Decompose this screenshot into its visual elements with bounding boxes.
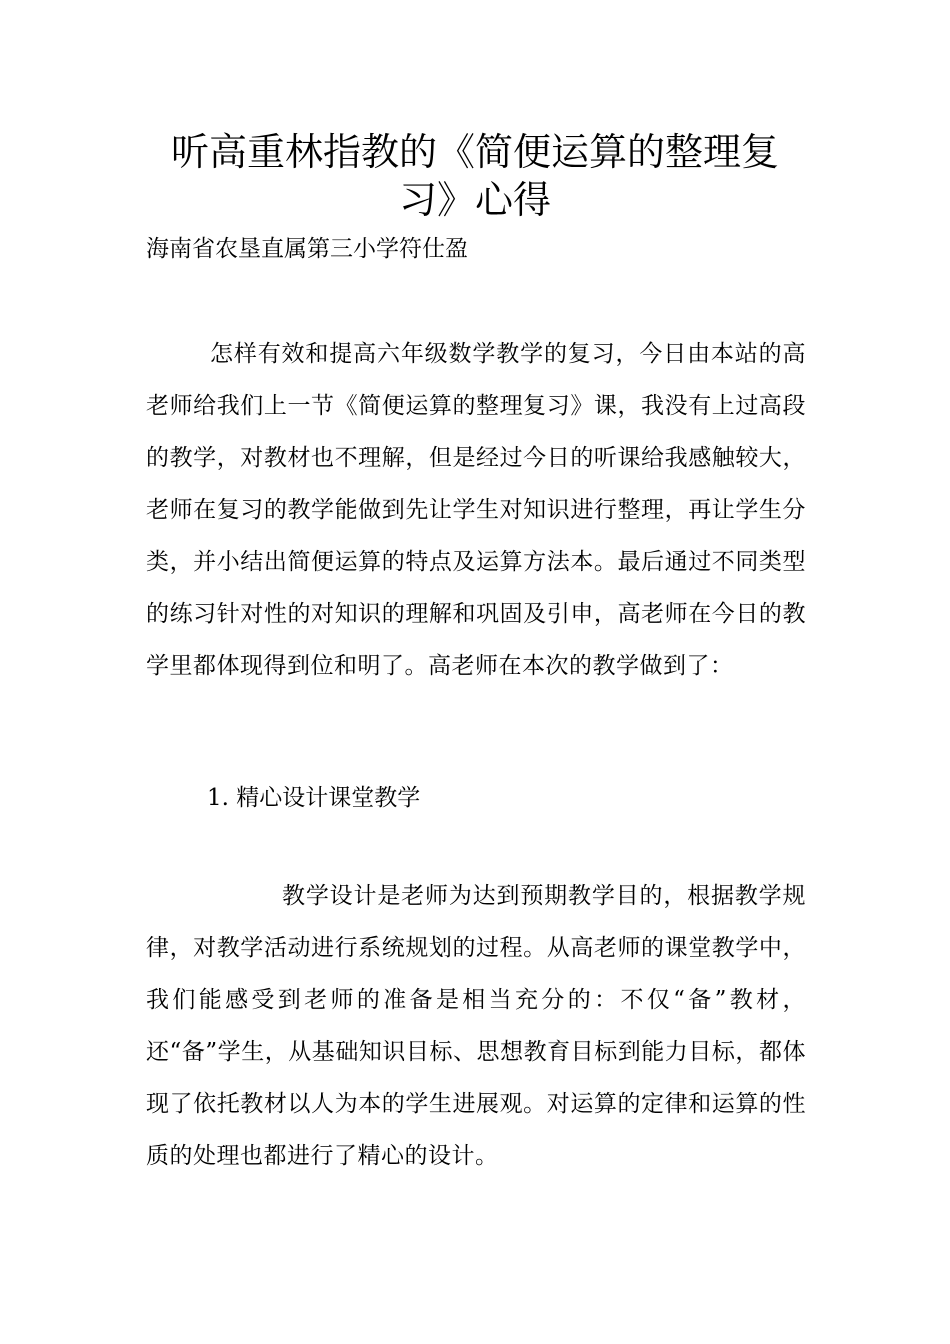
document-title: 听高重林指教的《简便运算的整理复习》心得 bbox=[170, 130, 779, 222]
paragraph-intro: 怎样有效和提高六年级数学教学的复习，今日由本站的高老师给我们上一节《简便运算的整理复习》课，我没有上过高段的教学，对教材也不理解，但是经过今日的听课给我感触较大，老师在复习的教学能做到先让学生对知识进行整理，再让学生分类，并小结出简便运算的特点及运算方法本。最后通过不同类型的练习针对性的对知识的理解和巩固及引申，高老师在今日的教学里都体现得到位和明了。高老师在本次的教学做到了： bbox=[146, 341, 806, 679]
author-line: 海南省农垦直属第三小学符仕盈 bbox=[146, 236, 468, 262]
section-heading: 1. 精心设计课堂教学 bbox=[207, 785, 421, 811]
paragraph-design: 教学设计是老师为达到预期教学目的，根据教学规律，对教学活动进行系统规划的过程。从高老师的课堂教学中，我们能感受到老师的准备是相当充分的：不仅“备”教材，还“备”学生，从基础知识目标、思想教育目标到能力目标，都体现了依托教材以人为本的学生进展观。对运算的定律和运算的性质的处理也都进行了精心的设计。 bbox=[146, 883, 806, 1169]
